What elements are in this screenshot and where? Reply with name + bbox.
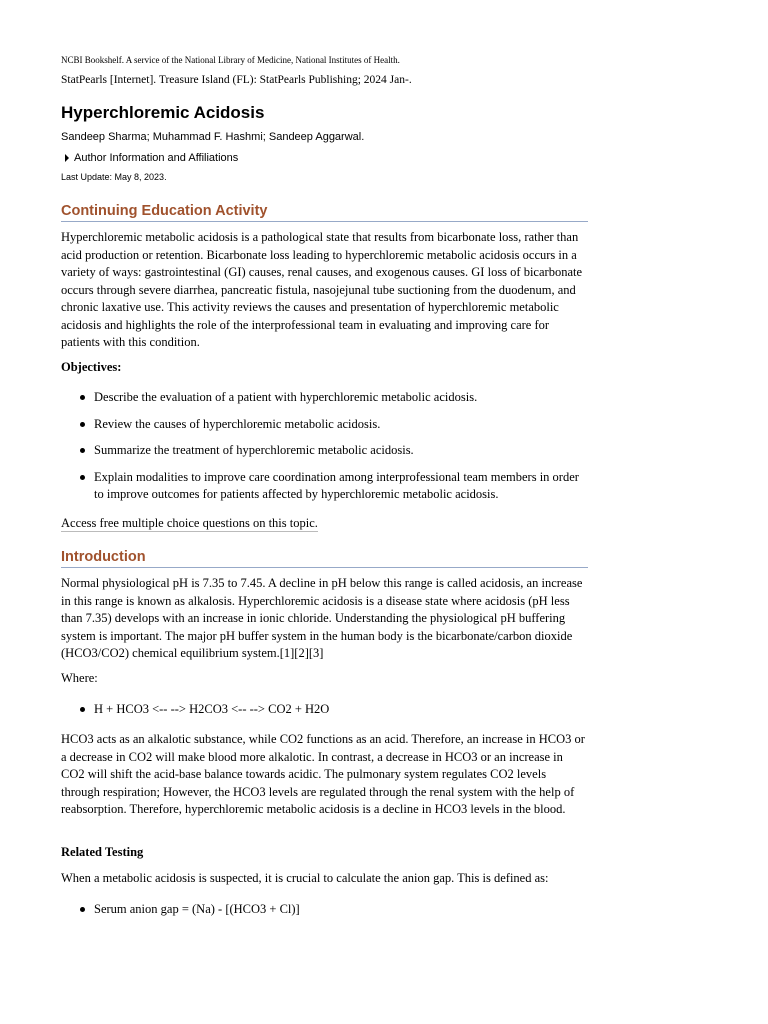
objectives-label: Objectives: xyxy=(61,360,122,374)
related-testing-text: When a metabolic acidosis is suspected, it is crucial to calculate the anion gap. This is defined as: xyxy=(61,871,549,885)
introduction-paragraph-2: HCO3 acts as an alkalotic substance, while CO2 functions as an acid. Therefore, an increase in HCO3 or a decrease in CO2 will make blood more alkalotic. In contrast, a decrease in HCO3 or an increase in CO2 will shift the acid-base balance towards acidic. The pulmonary system regulates CO2 levels through respiration; However, the HCO3 levels are regulated through the renal system with the help of reabsorption. Therefore, hyperchloremic metabolic acidosis is a decline in HCO3 levels in the blood. xyxy=(61,732,585,816)
introduction-paragraph-1: Normal physiological pH is 7.35 to 7.45. A decline in pH below this range is called acidosis, an increase in this range is known as alkalosis. Hyperchloremic acidosis is a disease state where acidosis (pH less than 7.35) develops with an increase in ionic chloride. Understanding the physiological pH buffering system is important. The major pH buffer system in the human body is the bicarbonate/carbon dioxide (HCO3/CO2) chemical equilibrium system.[1][2][3] xyxy=(61,576,583,660)
page-title: Hyperchloremic Acidosis xyxy=(61,103,265,122)
author-affiliations-label: Author Information and Affiliations xyxy=(74,152,239,164)
mcq-link[interactable]: Access free multiple choice questions on this topic. xyxy=(61,516,318,530)
where-label: Where: xyxy=(61,671,98,685)
anion-gap-list xyxy=(61,901,588,919)
bookshelf-notice: NCBI Bookshelf. A service of the National Library of Medicine, National Institutes of Health. xyxy=(61,55,400,65)
continuing-education-heading: Continuing Education Activity xyxy=(61,203,588,222)
introduction-heading: Introduction xyxy=(61,549,588,568)
citation-line: StatPearls [Internet]. Treasure Island (FL): StatPearls Publishing; 2024 Jan-. xyxy=(61,74,412,86)
caret-right-icon xyxy=(65,154,69,162)
author-list: Sandeep Sharma; Muhammad F. Hashmi; Sandeep Aggarwal. xyxy=(61,131,365,143)
author-affiliations-toggle[interactable] xyxy=(65,152,238,164)
equation-list xyxy=(61,701,588,719)
continuing-education-paragraph: Hyperchloremic metabolic acidosis is a pathological state that results from bicarbonate loss, rather than acid production or retention. Bicarbonate loss leading to hyperchloremic metabolic acidosis occurs in a variety of ways: gastrointestinal (GI) causes, renal causes, and exogenous causes. GI loss of bicarbonate occurs through severe diarrhea, pancreatic fistula, nasojejunal tube suctioning from the duodenum, and chronic laxative use. This activity reviews the causes and presentation of hyperchloremic metabolic acidosis and highlights the role of the interprofessional team in evaluating and improving care for patients with this condition. xyxy=(61,230,583,349)
related-testing-label: Related Testing xyxy=(61,845,144,859)
objective-item: Review the causes of hyperchloremic metabolic acidosis. xyxy=(61,416,588,434)
buffer-equation: H + HCO3 <-- --> H2CO3 <-- --> CO2 + H2O xyxy=(61,701,588,719)
objective-item: Summarize the treatment of hyperchloremic metabolic acidosis. xyxy=(61,442,588,460)
objective-item: Describe the evaluation of a patient with hyperchloremic metabolic acidosis. xyxy=(61,389,588,407)
last-update: Last Update: May 8, 2023. xyxy=(61,172,167,182)
anion-gap-formula: Serum anion gap = (Na) - [(HCO3 + Cl)] xyxy=(61,901,588,919)
objectives-list xyxy=(61,389,588,504)
objective-item: Explain modalities to improve care coordination among interprofessional team members in order to improve outcomes for patients affected by hyperchloremic metabolic acidosis. xyxy=(61,469,588,504)
